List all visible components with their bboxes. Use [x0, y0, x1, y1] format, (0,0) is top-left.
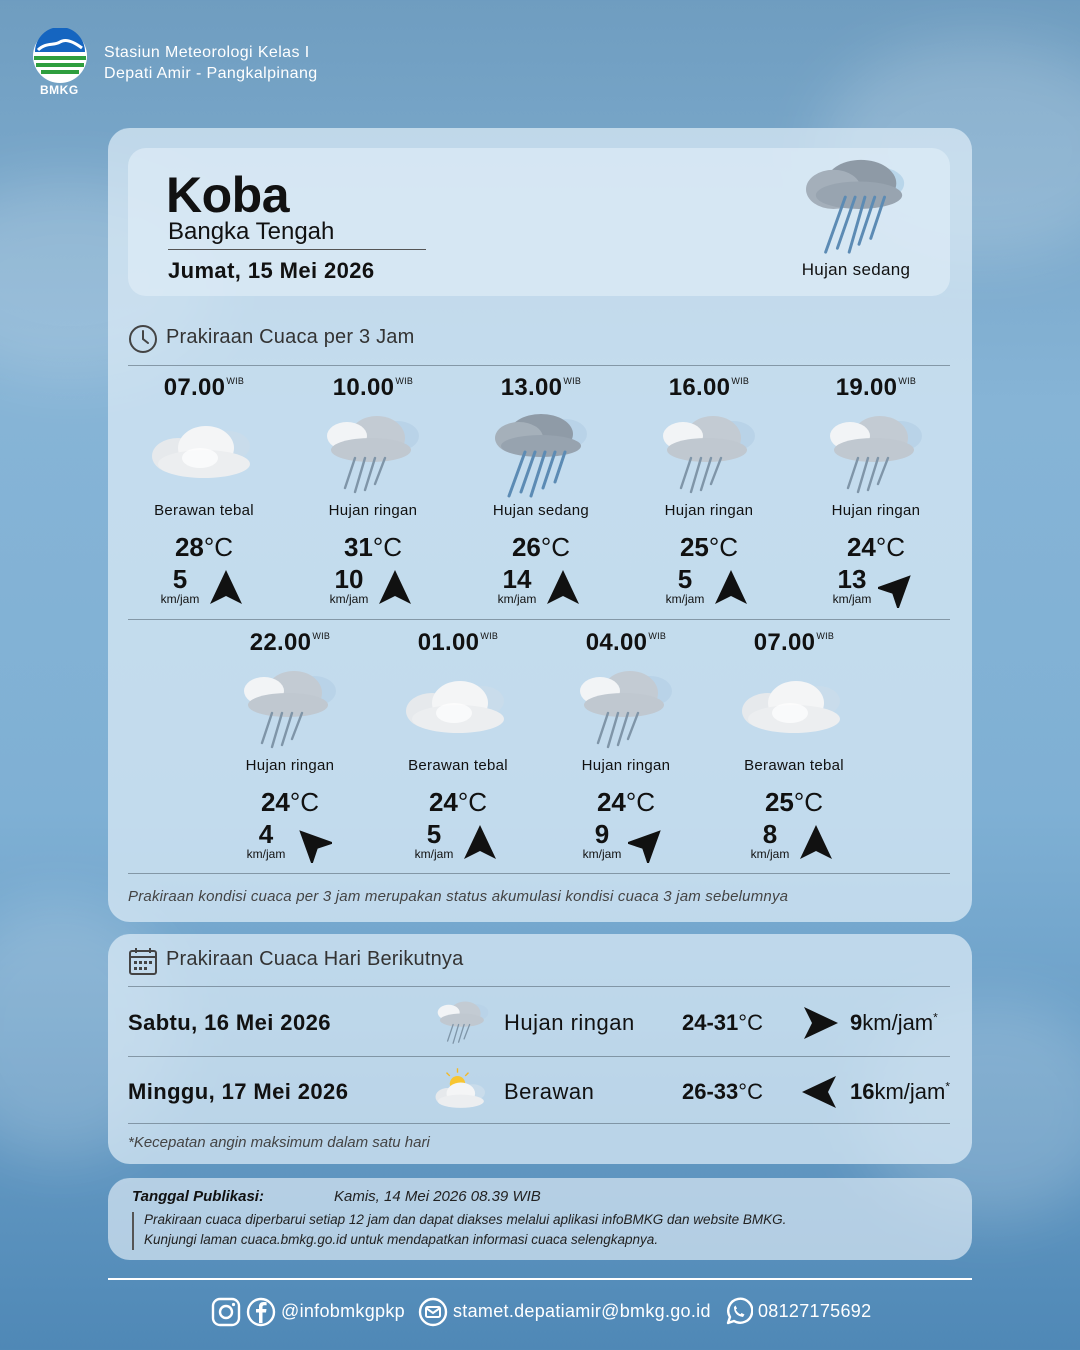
slot-wind-speed: 4	[258, 819, 274, 849]
slot-condition: Hujan ringan	[328, 502, 418, 519]
slot-time-value: 13.00	[500, 374, 563, 401]
daily-wind: 9km/jam*	[850, 1010, 938, 1035]
slot-time-value: 01.00	[417, 629, 480, 656]
heavy-rain-icon	[800, 154, 918, 258]
slot-condition: Hujan ringan	[664, 502, 754, 519]
hourly-top-divider	[128, 365, 950, 366]
slot-temperature: 28°C	[174, 532, 234, 562]
slot-wind-speed: 5	[172, 564, 188, 594]
slot-wind-unit: km/jam	[329, 592, 369, 606]
slot-time-value: 19.00	[835, 374, 898, 401]
light-rain-icon	[313, 412, 433, 502]
wind-direction-arrow-icon	[800, 1072, 840, 1112]
slot-time	[120, 374, 288, 402]
hourly-row-divider	[128, 619, 950, 620]
forecast-date: Jumat, 15 Mei 2026	[168, 258, 375, 283]
wind-direction-arrow-icon	[878, 568, 918, 608]
station-name	[104, 42, 318, 84]
publication-label: Tanggal Publikasi:	[132, 1188, 264, 1205]
hourly-section-title: Prakiraan Cuaca per 3 Jam	[166, 326, 415, 348]
slot-timezone: WIB	[731, 376, 750, 386]
publication-date: Kamis, 14 Mei 2026 08.39 WIB	[334, 1188, 541, 1205]
brand-header	[32, 28, 392, 100]
slot-timezone: WIB	[480, 631, 499, 641]
publication-quote-bar	[132, 1212, 134, 1250]
slot-time-value: 04.00	[585, 629, 648, 656]
slot-time	[792, 374, 960, 402]
location-divider	[168, 249, 426, 250]
calendar-icon	[128, 946, 158, 976]
station-line-1: Stasiun Meteorologi Kelas I	[104, 44, 310, 61]
slot-timezone: WIB	[395, 376, 414, 386]
slot-time	[457, 374, 625, 402]
slot-timezone: WIB	[563, 376, 582, 386]
daily-temp-range: 26-33°C	[682, 1079, 763, 1104]
wind-direction-arrow-icon	[800, 1003, 840, 1043]
hourly-note: Prakiraan kondisi cuaca per 3 jam merupakan status akumulasi kondisi cuaca 3 jam sebelumnya	[128, 888, 789, 905]
slot-time	[374, 629, 542, 657]
slot-time-value: 10.00	[332, 374, 395, 401]
daily-top-divider	[128, 986, 950, 987]
hourly-forecast-panel	[108, 128, 972, 922]
wind-direction-arrow-icon	[796, 823, 836, 863]
overcast-icon	[398, 667, 518, 757]
slot-wind-unit: km/jam	[497, 592, 537, 606]
hourly-slot	[206, 625, 374, 865]
slot-time	[206, 629, 374, 657]
light-rain-icon	[430, 994, 496, 1054]
slot-condition: Berawan tebal	[408, 757, 508, 774]
current-condition-label: Hujan sedang	[801, 260, 911, 279]
hourly-slot	[710, 625, 878, 865]
light-rain-icon	[230, 667, 350, 757]
slot-wind-unit: km/jam	[582, 847, 622, 861]
daily-temp-range: 24-31°C	[682, 1010, 763, 1035]
slot-wind-unit: km/jam	[414, 847, 454, 861]
location-card	[128, 148, 950, 296]
wind-direction-arrow-icon	[292, 823, 332, 863]
slot-temperature: 24°C	[428, 787, 488, 817]
slot-time	[542, 629, 710, 657]
slot-timezone: WIB	[226, 376, 245, 386]
slot-wind-unit: km/jam	[832, 592, 872, 606]
slot-wind-unit: km/jam	[160, 592, 200, 606]
hourly-slot	[792, 370, 960, 610]
slot-wind-speed: 14	[502, 564, 532, 594]
wind-direction-arrow-icon	[460, 823, 500, 863]
clock-icon	[128, 324, 158, 354]
slot-timezone: WIB	[898, 376, 917, 386]
partly-cloudy-icon	[430, 1063, 496, 1123]
logo-text: BMKG	[40, 83, 79, 97]
slot-temperature: 24°C	[260, 787, 320, 817]
light-rain-icon	[816, 412, 936, 502]
hourly-slot	[120, 370, 288, 610]
slot-wind-speed: 10	[334, 564, 364, 594]
slot-wind-unit: km/jam	[665, 592, 705, 606]
facebook-icon[interactable]	[246, 1297, 276, 1327]
slot-condition: Berawan tebal	[154, 502, 254, 519]
slot-condition: Hujan ringan	[831, 502, 921, 519]
slot-time-value: 07.00	[753, 629, 816, 656]
publication-info-line-2: Kunjungi laman cuaca.bmkg.go.id untuk mendapatkan informasi cuaca selengkapnya.	[144, 1232, 659, 1247]
footer-divider	[108, 1278, 972, 1280]
wind-direction-arrow-icon	[375, 568, 415, 608]
slot-condition: Hujan sedang	[492, 502, 590, 519]
daily-date: Minggu, 17 Mei 2026	[128, 1079, 349, 1104]
social-handle[interactable]: @infobmkgpkp	[281, 1301, 405, 1321]
phone-number[interactable]: 08127175692	[758, 1301, 872, 1321]
slot-wind-speed: 5	[677, 564, 693, 594]
slot-time-value: 16.00	[668, 374, 731, 401]
hourly-slot	[542, 625, 710, 865]
contact-footer	[0, 1294, 1080, 1330]
region-name: Bangka Tengah	[168, 218, 335, 245]
email-address[interactable]: stamet.depatiamir@bmkg.go.id	[453, 1301, 711, 1321]
email-icon[interactable]	[418, 1297, 448, 1327]
hourly-bottom-divider	[128, 873, 950, 874]
wind-direction-arrow-icon	[543, 568, 583, 608]
slot-time	[289, 374, 457, 402]
hourly-slot	[289, 370, 457, 610]
slot-temperature: 25°C	[764, 787, 824, 817]
slot-condition: Berawan tebal	[744, 757, 844, 774]
slot-time	[710, 629, 878, 657]
slot-wind-speed: 9	[594, 819, 610, 849]
slot-temperature: 31°C	[343, 532, 403, 562]
slot-temperature: 25°C	[679, 532, 739, 562]
light-rain-icon	[649, 412, 769, 502]
daily-section-title: Prakiraan Cuaca Hari Berikutnya	[166, 948, 464, 970]
slot-temperature: 26°C	[511, 532, 571, 562]
daily-row	[128, 1057, 950, 1127]
slot-condition: Hujan ringan	[245, 757, 335, 774]
wind-footnote: *Kecepatan angin maksimum dalam satu hari	[128, 1134, 430, 1151]
slot-condition: Hujan ringan	[581, 757, 671, 774]
overcast-icon	[734, 667, 854, 757]
heavy-rain-icon	[481, 412, 601, 502]
station-line-2: Depati Amir - Pangkalpinang	[104, 65, 318, 82]
wind-direction-arrow-icon	[628, 823, 668, 863]
slot-temperature: 24°C	[846, 532, 906, 562]
slot-wind-unit: km/jam	[750, 847, 790, 861]
daily-wind: 16km/jam*	[850, 1079, 951, 1104]
wind-direction-arrow-icon	[711, 568, 751, 608]
light-rain-icon	[566, 667, 686, 757]
slot-wind-speed: 8	[762, 819, 778, 849]
daily-date: Sabtu, 16 Mei 2026	[128, 1010, 331, 1035]
overcast-icon	[144, 412, 264, 502]
city-name: Koba	[166, 167, 289, 223]
instagram-icon[interactable]	[211, 1297, 241, 1327]
slot-wind-unit: km/jam	[246, 847, 286, 861]
wind-direction-arrow-icon	[206, 568, 246, 608]
slot-time-value: 07.00	[163, 374, 226, 401]
slot-timezone: WIB	[816, 631, 835, 641]
whatsapp-icon[interactable]	[723, 1297, 753, 1327]
daily-row	[128, 988, 950, 1058]
slot-temperature: 24°C	[596, 787, 656, 817]
slot-timezone: WIB	[312, 631, 331, 641]
publication-info-line-1: Prakiraan cuaca diperbarui setiap 12 jam dan dapat diakses melalui aplikasi infoBMKG dan website BMKG.	[144, 1212, 787, 1227]
daily-condition: Hujan ringan	[504, 1010, 635, 1035]
hourly-slot	[374, 625, 542, 865]
daily-forecast-panel	[108, 934, 972, 1164]
publication-panel	[108, 1178, 972, 1260]
hourly-slot	[457, 370, 625, 610]
slot-time	[625, 374, 793, 402]
slot-wind-speed: 13	[837, 564, 867, 594]
daily-condition: Berawan	[504, 1079, 595, 1104]
slot-time-value: 22.00	[249, 629, 312, 656]
slot-timezone: WIB	[648, 631, 667, 641]
hourly-slot	[625, 370, 793, 610]
slot-wind-speed: 5	[426, 819, 442, 849]
